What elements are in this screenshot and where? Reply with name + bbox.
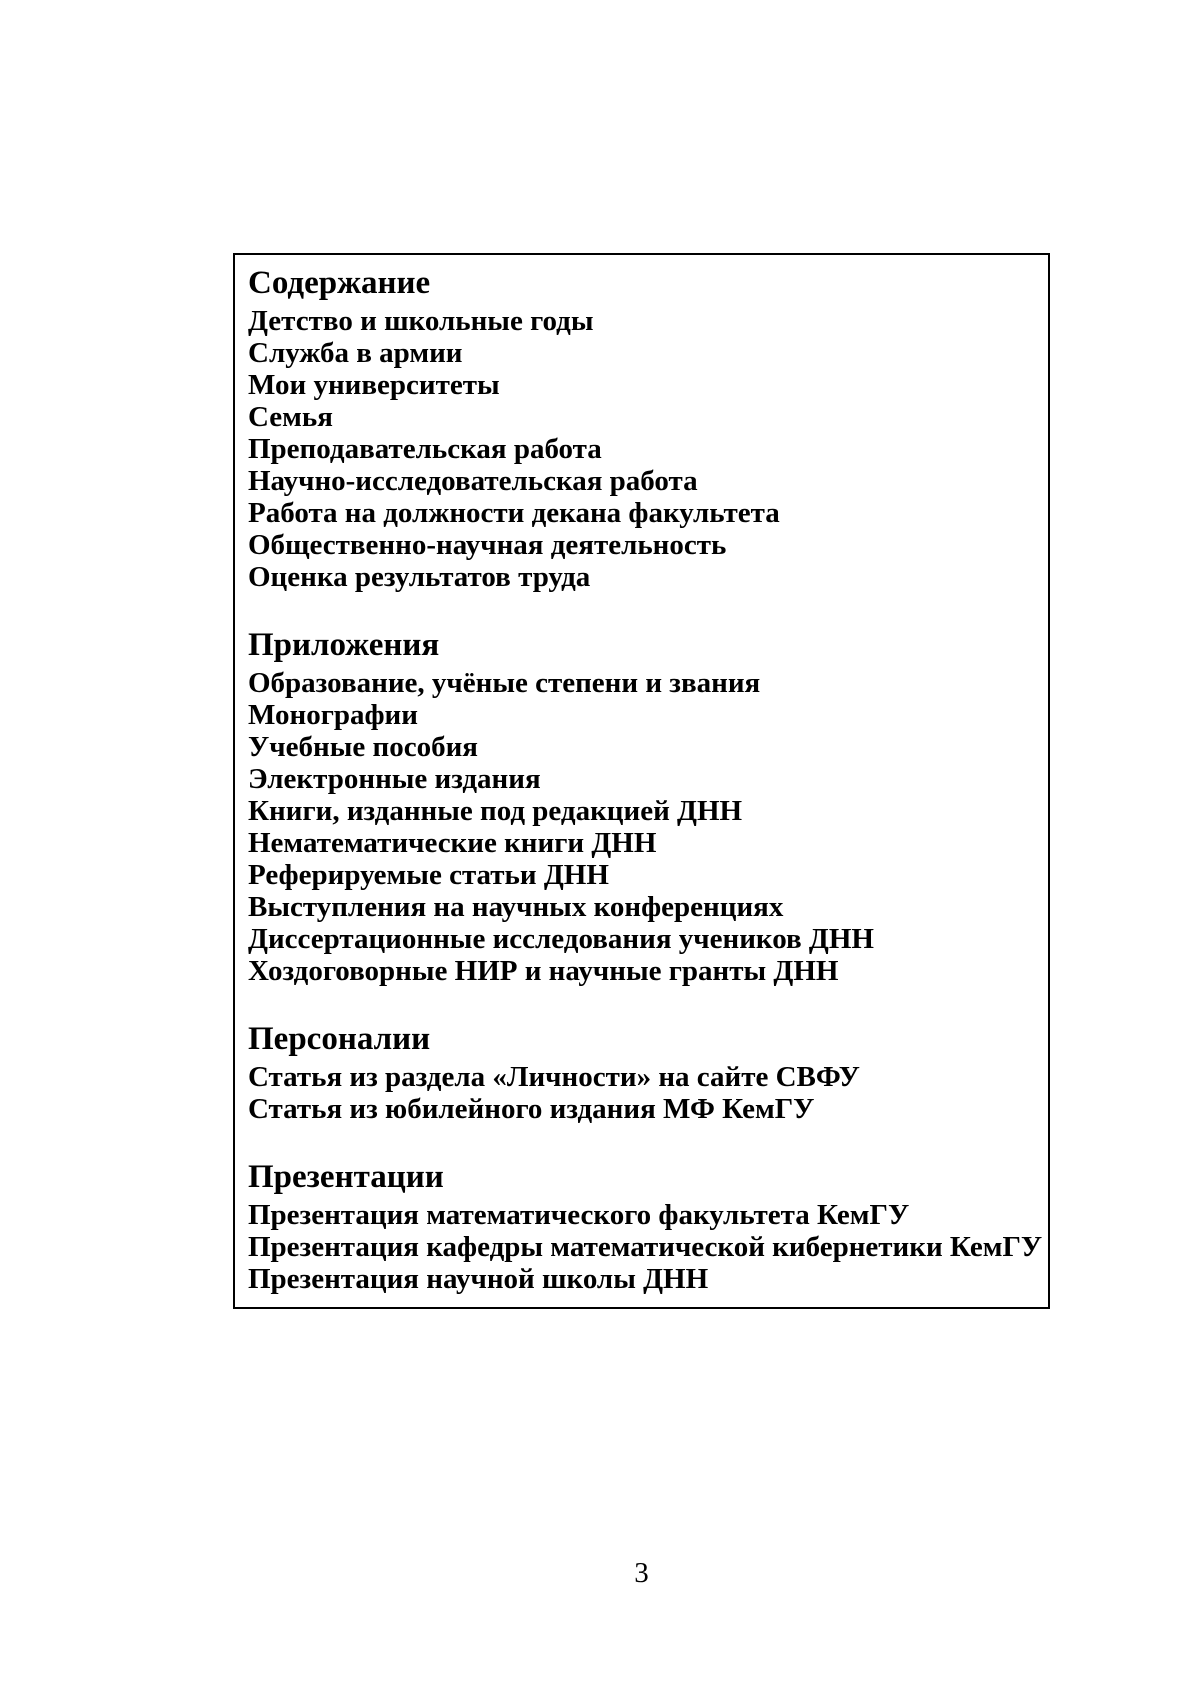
toc-item: Научно-исследовательская работа (248, 465, 698, 497)
table-of-contents (233, 253, 1050, 1309)
section-heading: Персоналии (248, 1021, 431, 1057)
toc-item: Презентация кафедры математической кибернетики КемГУ (248, 1231, 1043, 1263)
toc-item: Нематематические книги ДНН (248, 827, 657, 859)
section-heading: Содержание (248, 265, 431, 301)
toc-item: Хоздоговорные НИР и научные гранты ДНН (248, 955, 839, 987)
toc-item: Книги, изданные под редакцией ДНН (248, 795, 743, 827)
toc-section (248, 261, 1036, 593)
toc-item: Общественно-научная деятельность (248, 529, 727, 561)
toc-item: Диссертационные исследования учеников ДНН (248, 923, 874, 955)
toc-item: Семья (248, 401, 333, 433)
toc-item: Презентация математического факультета КемГУ (248, 1199, 910, 1231)
toc-section (248, 1155, 1043, 1295)
toc-item: Презентация научной школы ДНН (248, 1263, 709, 1295)
toc-item: Служба в армии (248, 337, 463, 369)
toc-item: Образование, учёные степени и звания (248, 667, 761, 699)
section-heading: Презентации (248, 1159, 444, 1195)
toc-item: Работа на должности декана факультета (248, 497, 780, 529)
toc-item: Выступления на научных конференциях (248, 891, 784, 923)
toc-item: Реферируемые статьи ДНН (248, 859, 609, 891)
toc-item: Электронные издания (248, 763, 541, 795)
toc-item: Преподавательская работа (248, 433, 602, 465)
toc-section (248, 623, 1036, 987)
toc-item: Учебные пособия (248, 731, 478, 763)
section-heading: Приложения (248, 627, 440, 663)
page-number: 3 (634, 1557, 649, 1589)
toc-item: Монографии (248, 699, 418, 731)
toc-section (248, 1017, 1036, 1125)
toc-item: Детство и школьные годы (248, 305, 594, 337)
toc-item: Мои университеты (248, 369, 500, 401)
toc-item: Статья из раздела «Личности» на сайте СВФУ (248, 1061, 860, 1093)
toc-item: Оценка результатов труда (248, 561, 591, 593)
toc-item: Статья из юбилейного издания МФ КемГУ (248, 1093, 815, 1125)
